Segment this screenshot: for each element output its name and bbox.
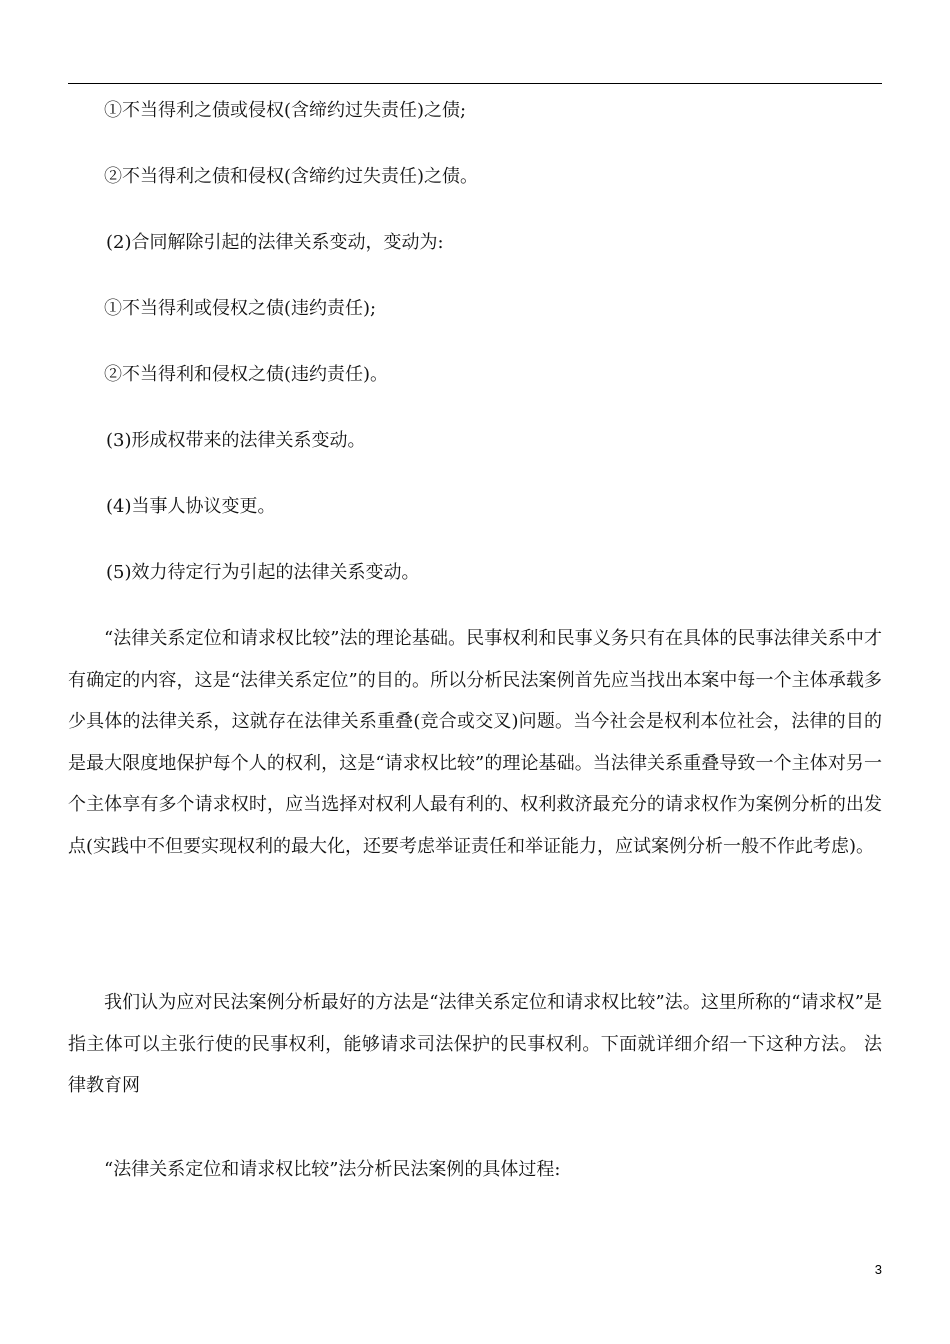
- page-number: 3: [874, 1262, 882, 1277]
- body-paragraph: “法律关系定位和请求权比较”法分析民法案例的具体过程:: [104, 1159, 561, 1180]
- section-heading: (5)效力待定行为引起的法律关系变动。: [106, 562, 420, 583]
- list-item: ①不当得利之债或侵权(含缔约过失责任)之债;: [104, 100, 467, 121]
- section-heading: (3)形成权带来的法律关系变动。: [106, 430, 366, 451]
- section-heading: (4)当事人协议变更。: [106, 496, 276, 517]
- header-rule: [68, 83, 882, 84]
- section-heading: (2)合同解除引起的法律关系变动，变动为:: [106, 232, 444, 253]
- list-item: ②不当得利之债和侵权(含缔约过失责任)之债。: [104, 166, 479, 187]
- body-paragraph: 我们认为应对民法案例分析最好的方法是“法律关系定位和请求权比较”法。这里所称的“请求权”是指主体可以主张行使的民事权利，能够请求司法保护的民事权利。下面就详细介绍一下这种方法。 法律教育网: [68, 992, 882, 1096]
- list-item: ①不当得利或侵权之债(违约责任);: [104, 298, 377, 319]
- body-paragraph: “法律关系定位和请求权比较”法的理论基础。民事权利和民事义务只有在具体的民事法律关系中才有确定的内容，这是“法律关系定位”的目的。所以分析民法案例首先应当找出本案中每一个主体承载多少具体的法律关系，这就存在法律关系重叠(竞合或交叉)问题。当今社会是权利本位社会，法律的目的是最大限度地保护每个人的权利，这是“请求权比较”的理论基础。当法律关系重叠导致一个主体对另一个主体享有多个请求权时，应当选择对权利人最有利的、权利救济最充分的请求权作为案例分析的出发点(实践中不但要实现权利的最大化，还要考虑举证责任和举证能力，应试案例分析一般不作此考虑)。: [68, 628, 882, 857]
- list-item: ②不当得利和侵权之债(违约责任)。: [104, 364, 389, 385]
